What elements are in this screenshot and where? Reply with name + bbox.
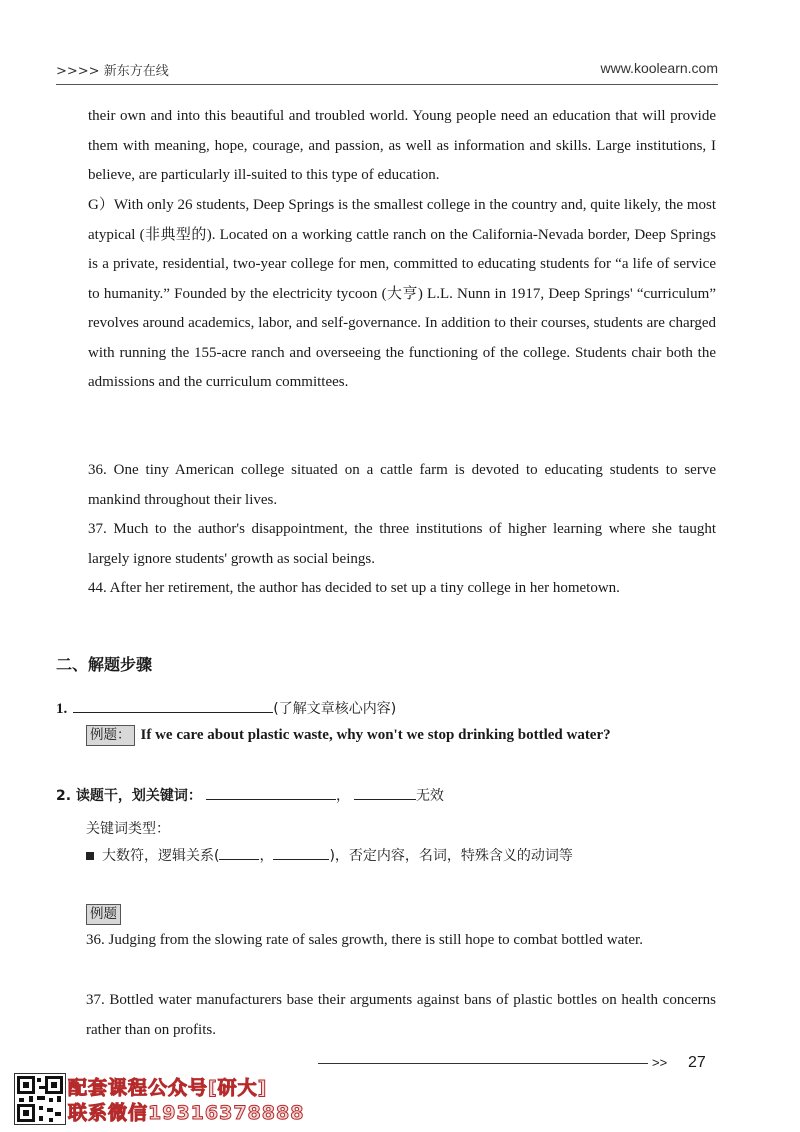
- keyword-list-end: )，否定内容，名词，特殊含义的动词等: [329, 848, 573, 864]
- example-question: If we care about plastic waste, why won't we stop drinking bottled water?: [140, 727, 611, 743]
- section-title: 二、解题步骤: [56, 655, 153, 674]
- step-2-lead: 2. 读题干，划关键词：: [56, 788, 202, 804]
- example-question-36: [86, 928, 716, 952]
- fill-in-blank: [219, 845, 259, 860]
- step-2-example: [86, 904, 121, 925]
- example-question-37: [86, 985, 716, 1045]
- step-1-example: [86, 725, 611, 746]
- statement-item: 36. One tiny American college situated on a cattle farm is devoted to educating students to serve mankind throughout their lives.: [88, 462, 716, 508]
- header-brand: >>>> 新东方在线: [56, 64, 169, 79]
- statement-item: 44. After her retirement, the author has decided to set up a tiny college in her hometown.: [88, 580, 620, 596]
- page-number: 27: [688, 1054, 706, 1071]
- step-2-tail: 无效: [415, 788, 444, 804]
- promo-banner-line-2: 联系微信19316378888: [68, 1102, 305, 1124]
- header-divider: [56, 84, 718, 85]
- fill-in-blank: [206, 785, 336, 800]
- footer-arrow: >>: [652, 1055, 668, 1070]
- step-1-note: (了解文章核心内容): [273, 701, 397, 717]
- step-1-number: 1.: [56, 701, 68, 717]
- fill-in-blank: [273, 845, 329, 860]
- paragraph-text: G）With only 26 students, Deep Springs is the smallest college in the country and, quite likely, the most atypical (非典型的). Located on a working cattle ranch on the California-Nevada border, Deep Springs is a private, residential, two-year college for men, committed to educating students for “a life of service to humanity.” Founded by the electricity tycoon (大亨) L.L. Nunn in 1917, Deep Springs' “curriculum” revolves around academics, labor, and self-governance. In addition to their courses, students are charged with running the 155-acre ranch and overseeing the functioning of the college. Students chair both the admissions and the curriculum committees.: [88, 197, 716, 390]
- keyword-list-comma: ，: [259, 848, 274, 864]
- qr-code-icon: [14, 1073, 66, 1125]
- example-tag: 例题：: [86, 725, 135, 746]
- step-2: [56, 785, 444, 805]
- example-tag: 例题: [86, 904, 121, 925]
- statement-list: [88, 456, 716, 604]
- question-text: 37. Bottled water manufacturers base their arguments against bans of plastic bottles on health concerns rather than on profits.: [86, 992, 716, 1038]
- keyword-type-list: [86, 845, 573, 865]
- statement-item: 37. Much to the author's disappointment, the three institutions of higher learning where she taught largely ignore students' growth as social beings.: [88, 521, 716, 567]
- question-text: 36. Judging from the slowing rate of sales growth, there is still hope to combat bottled water.: [86, 932, 643, 948]
- promo-banner-line-1: 配套课程公众号[研大]: [68, 1077, 268, 1099]
- keyword-list-start: 大数符，逻辑关系(: [102, 848, 220, 864]
- passage-paragraph-g: [88, 191, 716, 398]
- step-1: [56, 698, 396, 718]
- fill-in-blank: [354, 785, 416, 800]
- footer-divider: [318, 1063, 648, 1064]
- fill-in-blank: [73, 698, 273, 713]
- step-2-comma: ，: [335, 788, 350, 804]
- page-header: [56, 60, 718, 82]
- header-website: www.koolearn.com: [600, 60, 718, 76]
- passage-paragraph-f-continued: [88, 102, 716, 191]
- paragraph-text: their own and into this beautiful and troubled world. Young people need an education that will provide them with meaning, hope, courage, and passion, as well as information and skills. Large institutions, I believe, are particularly ill-suited to this type of education.: [88, 108, 716, 183]
- keyword-type-label: 关键词类型：: [86, 821, 170, 837]
- square-bullet-icon: [86, 852, 94, 860]
